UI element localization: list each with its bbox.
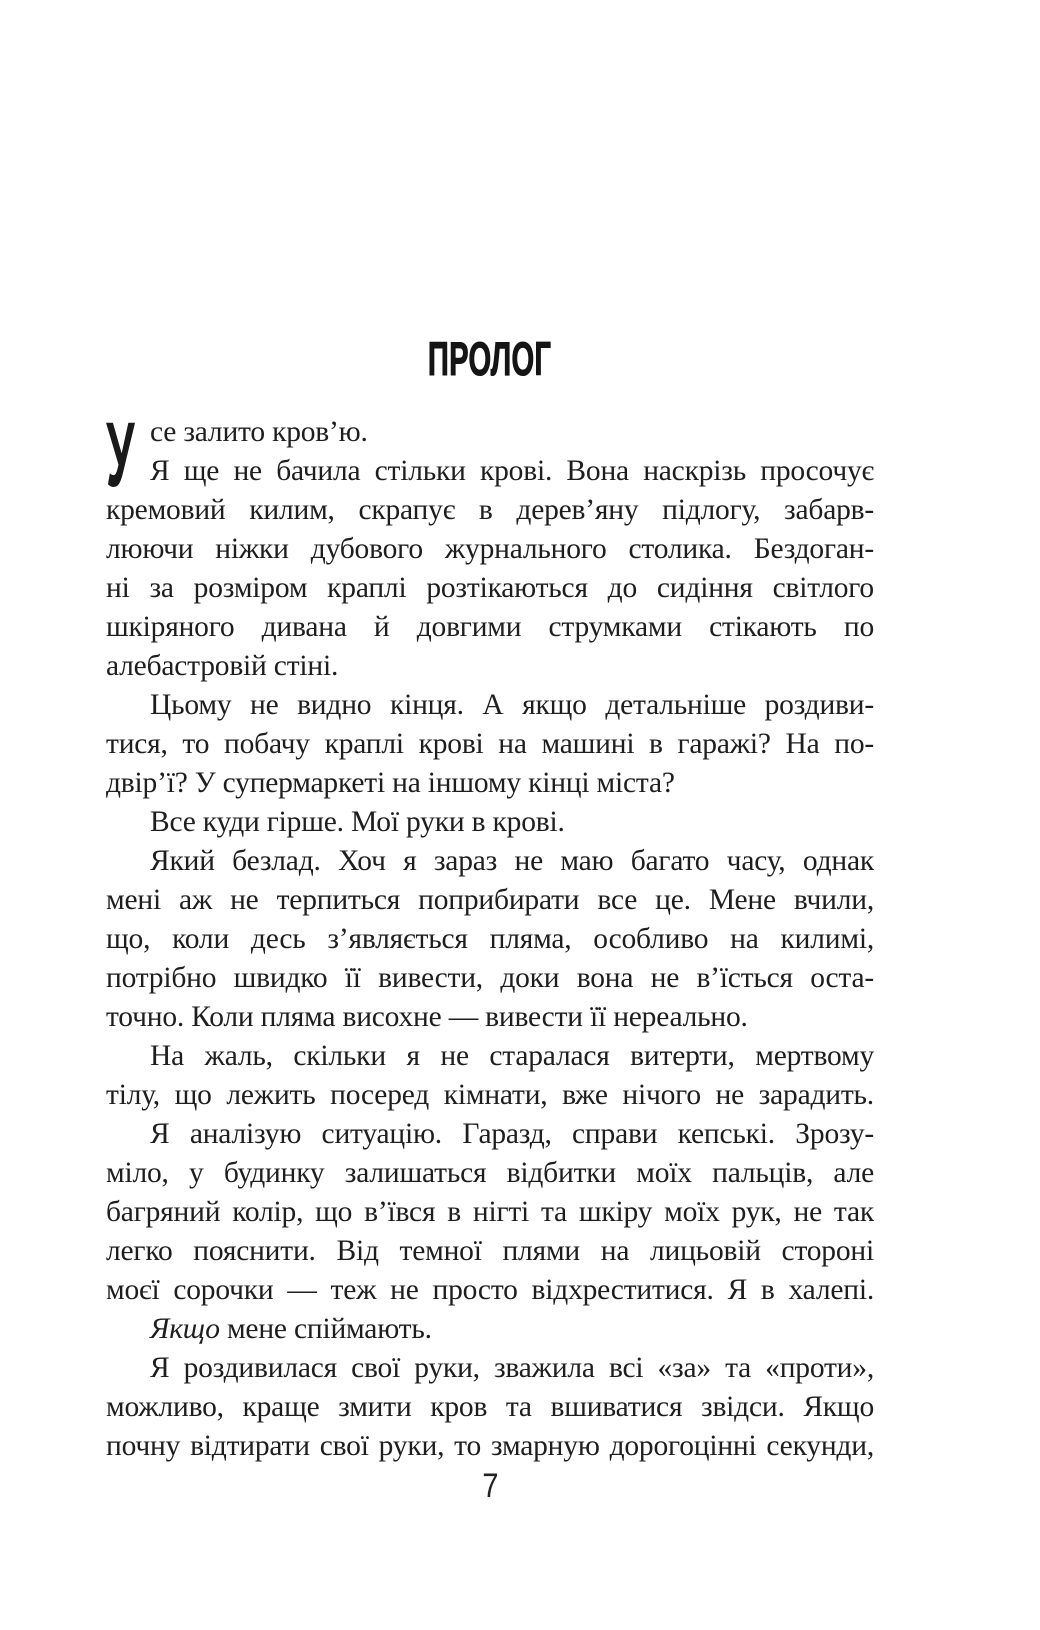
text-run: Все куди гірше. Мої руки в крові.	[150, 806, 565, 838]
text-line	[106, 1076, 874, 1115]
text-line	[106, 1349, 874, 1388]
text-line	[106, 959, 874, 998]
text-line	[106, 569, 874, 608]
text-run: алебастровій стіні.	[106, 650, 339, 682]
text-run: мене спіймають.	[219, 1313, 432, 1345]
text-run: Цьому не видно кінця. А якщо детальніше роздиви-	[150, 689, 874, 721]
text-run: потрібно швидко її вивести, доки вона не в’їсться оста-	[106, 962, 874, 994]
text-line	[106, 1388, 874, 1427]
page-number	[106, 1469, 874, 1503]
text-line	[106, 881, 874, 920]
text-run: Я аналізую ситуацію. Гаразд, справи кепські. Зрозу-	[150, 1118, 874, 1150]
text-run: На жаль, скільки я не старалася витерти, мертвому	[150, 1040, 874, 1072]
text-run: Який безлад. Хоч я зараз не маю багато часу, однак	[150, 845, 874, 877]
text-run: міло, у будинку залишаться відбитки моїх пальців, але	[106, 1157, 874, 1189]
italic-text-run: Якщо	[150, 1313, 220, 1345]
text-line	[106, 608, 874, 647]
text-line	[106, 413, 874, 452]
text-line	[106, 725, 874, 764]
text-line	[106, 491, 874, 530]
text-line	[106, 1271, 874, 1310]
text-run: легко пояснити. Від темної плями на лицьовій стороні	[106, 1235, 874, 1267]
text-line	[106, 1310, 874, 1349]
text-line	[106, 1427, 874, 1466]
drop-cap: У	[106, 404, 135, 506]
page-number-text: 7	[481, 1467, 499, 1505]
text-run: тілу, що лежить посеред кімнати, вже нічого не зарадить.	[106, 1079, 874, 1111]
text-run: шкіряного дивана й довгими струмками стікають по	[106, 611, 874, 643]
text-line	[106, 842, 874, 881]
text-line	[106, 920, 874, 959]
text-line	[106, 1154, 874, 1193]
body-text	[106, 413, 874, 1466]
text-run: багряний колір, що в’ївся в нігті та шкіру моїх рук, не так	[106, 1196, 874, 1228]
text-line	[106, 1193, 874, 1232]
text-run: почну відтирати свої руки, то змарную дорогоцінні секунди,	[106, 1430, 874, 1462]
text-run: люючи ніжки дубового журнального столика. Бездоган-	[106, 533, 874, 565]
text-run: ні за розміром краплі розтікаються до сидіння світлого	[106, 572, 874, 604]
text-run: Я роздивилася свої руки, зважила всі «за» та «проти»,	[150, 1352, 874, 1384]
text-line	[106, 1232, 874, 1271]
text-line	[106, 647, 874, 686]
text-line	[106, 764, 874, 803]
text-run: моєї сорочки — теж не просто відхреститися. Я в халепі.	[106, 1274, 874, 1306]
text-run: двір’ї? У супермаркеті на іншому кінці міста?	[106, 767, 675, 799]
text-run: се залито кров’ю.	[150, 416, 368, 448]
chapter-title	[106, 332, 874, 385]
text-run: тися, то побачу краплі крові на машині в гаражі? На по-	[106, 728, 874, 760]
text-run: Я ще не бачила стільки крові. Вона наскрізь просочує	[150, 455, 874, 487]
text-line	[106, 803, 874, 842]
text-run: можливо, краще змити кров та вшиватися звідси. Якщо	[106, 1391, 874, 1423]
text-line	[106, 530, 874, 569]
text-run: мені аж не терпиться поприбирати все це. Мене вчили,	[106, 884, 874, 916]
text-line	[106, 686, 874, 725]
text-line	[106, 452, 874, 491]
text-line	[106, 1037, 874, 1076]
text-run: що, коли десь з’являється пляма, особливо на килимі,	[106, 923, 874, 955]
chapter-title-text: ПРОЛОГ	[428, 332, 552, 385]
text-run: кремовий килим, скрапує в дерев’яну підлогу, забарв-	[106, 494, 874, 526]
text-run: точно. Коли пляма висохне — вивести її нереально.	[106, 1001, 748, 1033]
text-line	[106, 1115, 874, 1154]
text-line	[106, 998, 874, 1037]
